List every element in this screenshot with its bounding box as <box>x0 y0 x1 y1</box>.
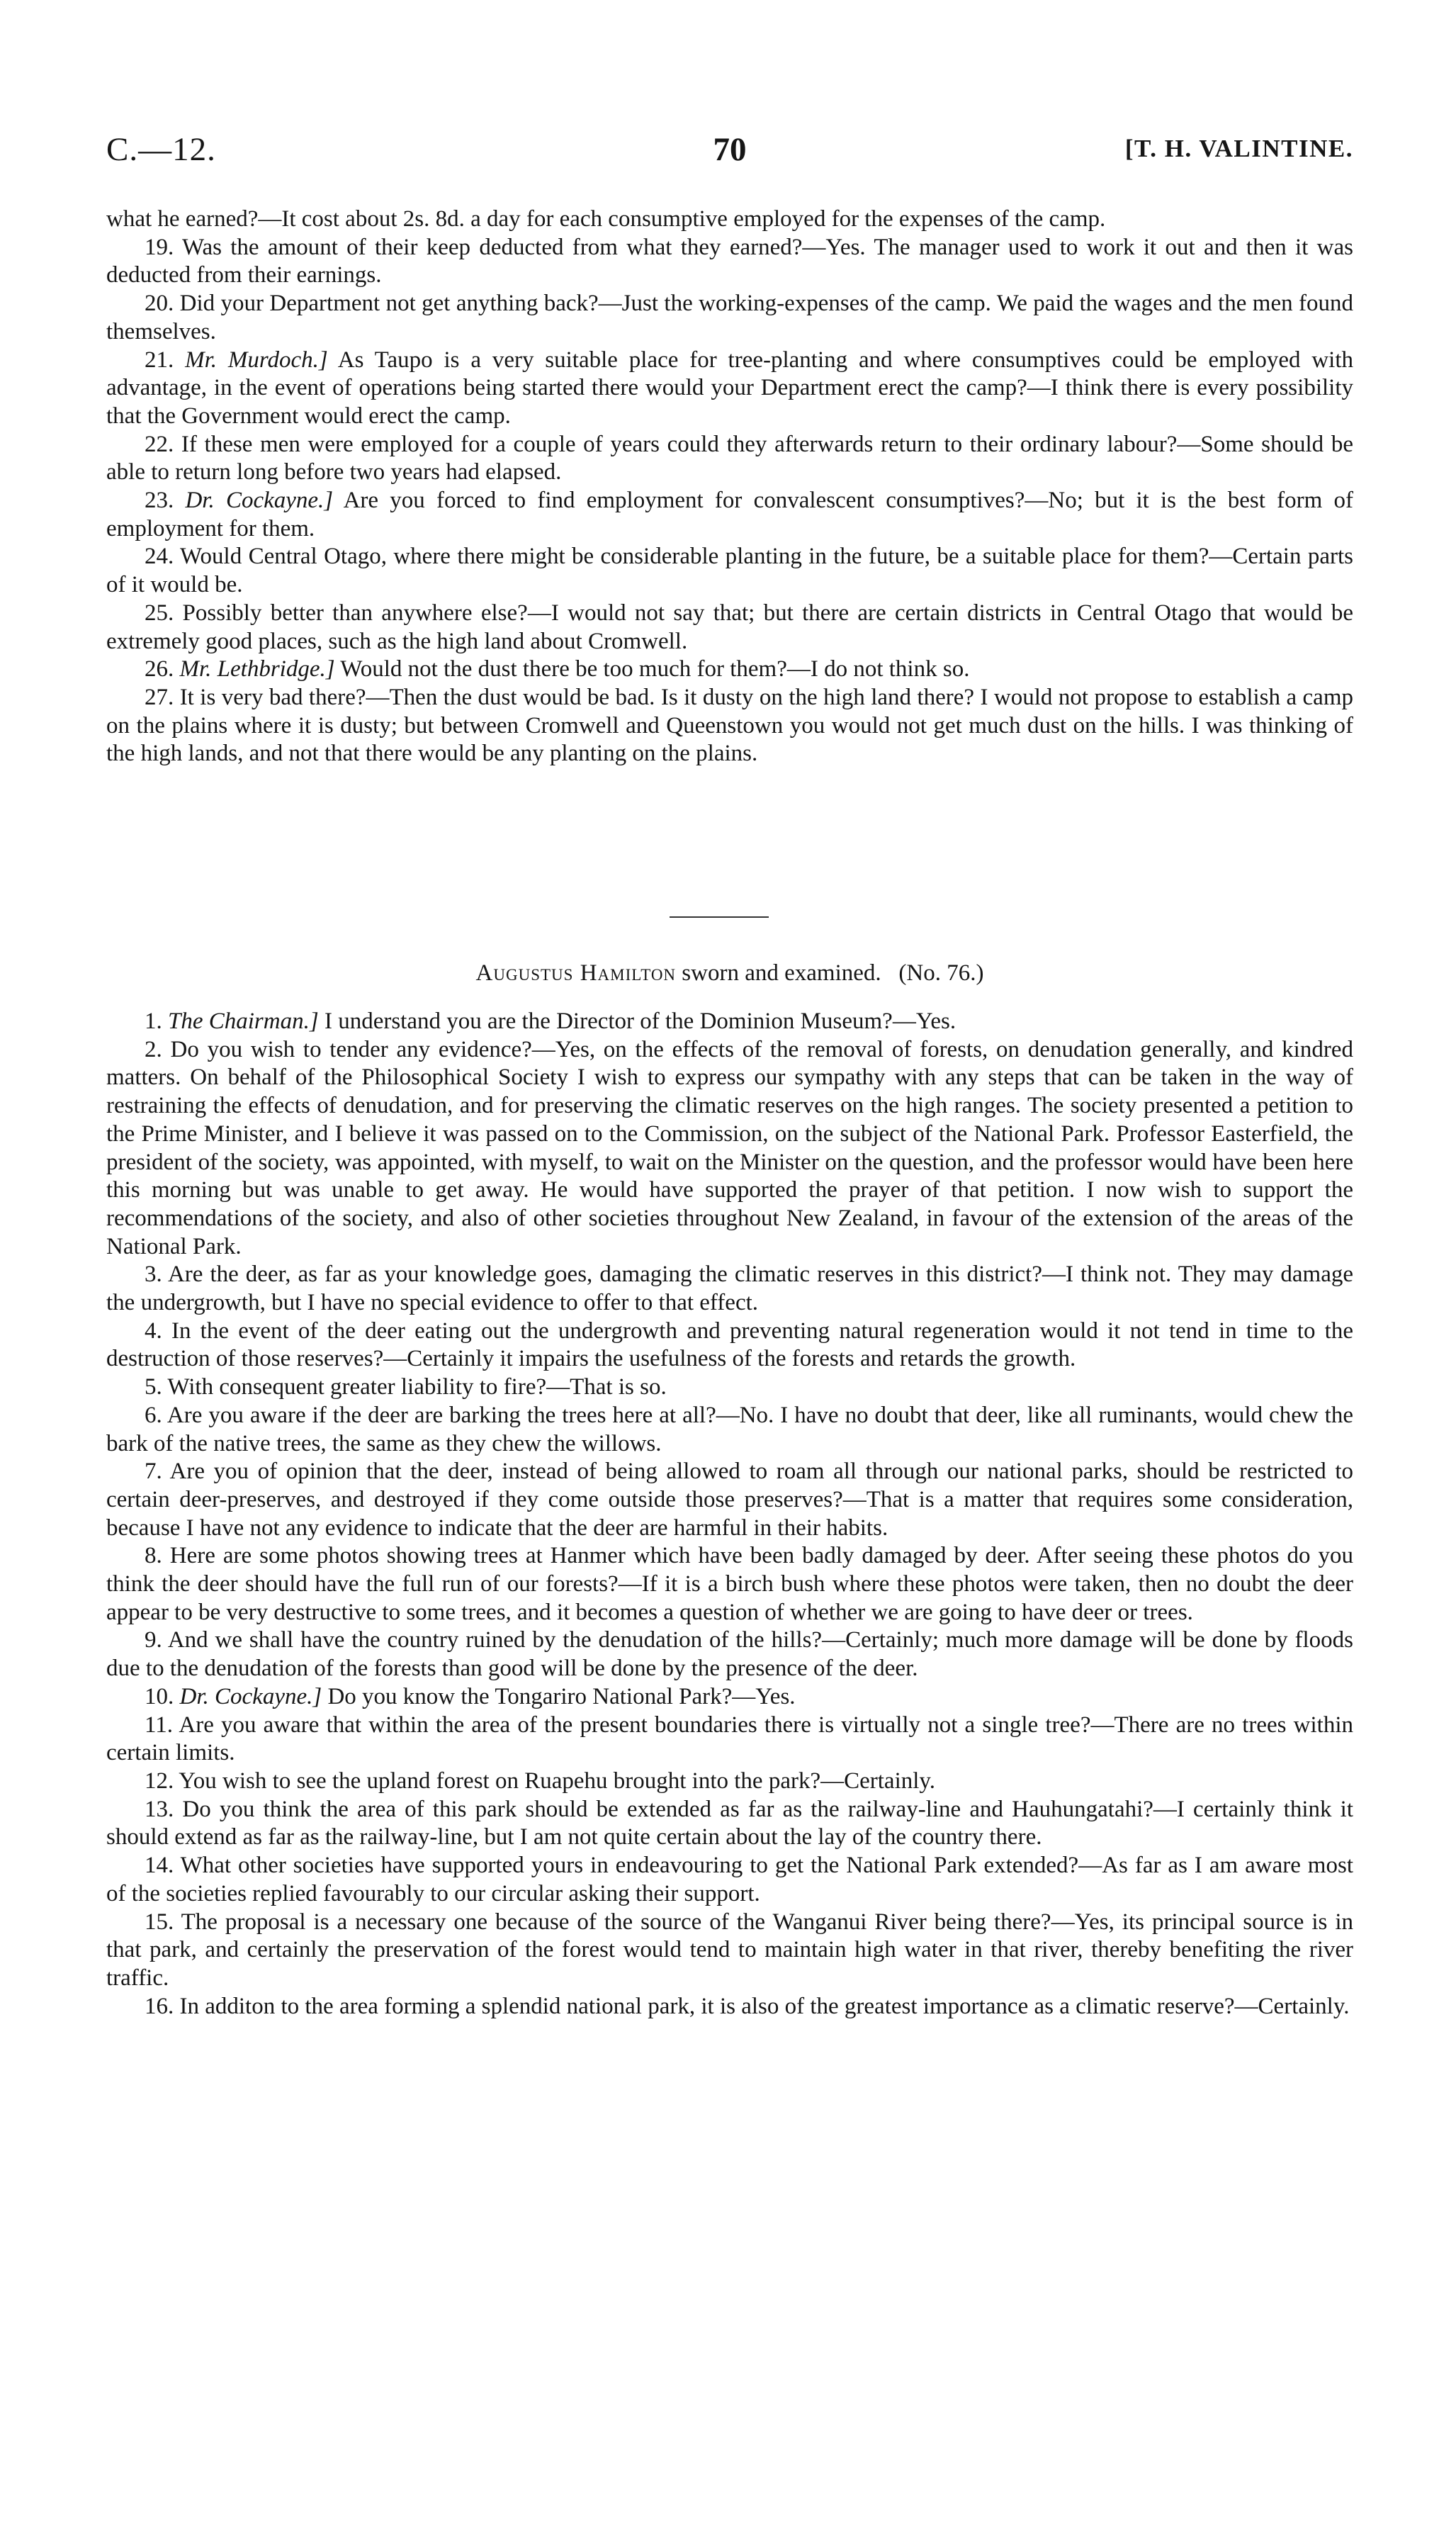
witness-number: (No. 76.) <box>898 960 984 986</box>
evidence-paragraph: 8. Here are some photos showing trees at Hanmer which have been badly damaged by deer. After seeing these photos do you think the deer should have the full run of our forests?—If it is a birch bush where these photos were taken, then no doubt the deer appear to be very destructive to some trees, and it becomes a question of whether we are going to have deer or trees. <box>106 1543 1353 1625</box>
speaker-name: Dr. Cockayne.] <box>185 488 334 514</box>
paragraph-text: Do you know the Tongariro National Park?—Yes. <box>327 1683 796 1709</box>
evidence-paragraph: 4. In the event of the deer eating out the undergrowth and preventing natural regeneration would it not tend in time to the destruction of those reserves?—Certainly it impairs the usefulness of the forests and retards the growth. <box>106 1318 1353 1372</box>
evidence-paragraph: 7. Are you of opinion that the deer, instead of being allowed to roam all through our national parks, should be restricted to certain deer-preserves, and destroyed if they come outside those preserves?—That is a matter that requires some consideration, because I have not any evidence to indicate that the deer are harmful in their habits. <box>106 1459 1353 1541</box>
evidence-paragraph <box>106 656 1353 684</box>
evidence-paragraph: 22. If these men were employed for a couple of years could they afterwards return to their ordinary labour?—Some should be able to return long before two years had elapsed. <box>106 431 1353 485</box>
paper-reference: C.—12. <box>106 131 216 168</box>
evidence-paragraph: 9. And we shall have the country ruined by the denudation of the hills?—Certainly; much more damage will be done by floods due to the denudation of the forests than good will be done by the presence of the deer. <box>106 1627 1353 1682</box>
evidence-paragraph <box>106 347 1353 431</box>
evidence-paragraph <box>106 1683 1353 1712</box>
paragraph-text: Are you forced to find employment for convalescent consumptives?—No; but it is the best form of employment for them. <box>106 488 1354 541</box>
evidence-paragraph: 16. In additon to the area forming a splendid national park, it is also of the greatest importance as a climatic reserve?—Certainly. <box>145 1993 1350 2019</box>
evidence-paragraph: 6. Are you aware if the deer are barking the trees here at all?—No. I have no doubt that deer, like all ruminants, would chew the bark of the native trees, the same as they chew the willows. <box>106 1402 1353 1456</box>
evidence-paragraph: 27. It is very bad there?—Then the dust would be bad. Is it dusty on the high land there? I would not propose to establish a camp on the plains where it is dusty; but between Cromwell and Queenstown you would not get much dust on the hills. I was thinking of the high lands, and not that there would be any planting on the plains. <box>106 684 1353 767</box>
section-divider <box>670 916 769 918</box>
question-number: 21. <box>145 347 174 373</box>
witness-heading <box>106 959 1353 987</box>
paragraph-text: As Taupo is a very suitable place for tree-planting and where consumptives could be employed with advantage, in the event of operations being started there would your Department erect the camp?—I think there is every possibility that the Government would erect the camp. <box>106 347 1354 429</box>
speaker-name: The Chairman.] <box>168 1009 319 1034</box>
evidence-paragraph: 19. Was the amount of their keep deducted from what they earned?—Yes. The manager used to work it out and then it was deducted from their earnings. <box>106 234 1353 288</box>
witness-header: [T. H. VALINTINE. <box>1124 135 1353 162</box>
evidence-paragraph <box>106 487 1353 543</box>
evidence-paragraph: 15. The proposal is a necessary one because of the source of the Wanganui River being there?—Yes, its principal source is in that park, and certainly the preservation of the forest would tend to maintain high water in that river, thereby benefiting the river traffic. <box>106 1909 1353 1991</box>
page-number: 70 <box>713 131 747 168</box>
paragraph-text: I understand you are the Director of the Dominion Museum?—Yes. <box>324 1009 956 1034</box>
witness-name: Augustus Hamilton <box>475 960 677 986</box>
heading-text: sworn and examined. <box>682 960 881 986</box>
page-header <box>106 130 1353 176</box>
evidence-paragraph: 12. You wish to see the upland forest on Ruapehu brought into the park?—Certainly. <box>145 1768 936 1794</box>
question-number: 10. <box>145 1683 174 1709</box>
speaker-name: Mr. Murdoch.] <box>185 347 328 373</box>
evidence-block-two <box>106 1008 1353 2021</box>
evidence-paragraph: 24. Would Central Otago, where there might be considerable planting in the future, be a suitable place for them?—Certain parts of it would be. <box>106 544 1353 598</box>
paragraph-text: Would not the dust there be too much for them?—I do not think so. <box>340 656 970 682</box>
question-number: 1. <box>145 1009 162 1034</box>
evidence-paragraph: 3. Are the deer, as far as your knowledge goes, damaging the climatic reserves in this district?—I think not. They may damage the undergrowth, but I have no special evidence to offer to that effect. <box>106 1262 1353 1316</box>
evidence-paragraph: 2. Do you wish to tender any evidence?—Yes, on the effects of the removal of forests, on denudation generally, and kindred matters. On behalf of the Philosophical Society I wish to express our sympathy with any steps that can be taken in the way of restraining the effects of denudation, and for preserving the climatic reserves on the high ranges. The society presented a petition to the Prime Minister, and I believe it was passed on to the Commission, on the subject of the National Park. Professor Easterfield, the president of the society, was appointed, with myself, to wait on the Minister on the question, and the professor would have been here this morning but was unable to get away. He would have supported the prayer of that petition. I now wish to support the recommendations of the society, and also of other societies throughout New Zealand, in favour of the extension of the areas of the National Park. <box>106 1036 1353 1259</box>
evidence-paragraph: 25. Possibly better than anywhere else?—I would not say that; but there are certain districts in Central Otago that would be extremely good places, such as the high land about Cromwell. <box>106 600 1353 654</box>
evidence-paragraph: 13. Do you think the area of this park should be extended as far as the railway-line and Hauhungatahi?—I certainly think it should extend as far as the railway-line, but I am not quite certain about the lay of the country there. <box>106 1796 1353 1850</box>
evidence-paragraph: 14. What other societies have supported yours in endeavouring to get the National Park extended?—As far as I am aware most of the societies replied favourably to our circular asking their support. <box>106 1853 1353 1906</box>
evidence-paragraph: what he earned?—It cost about 2s. 8d. a day for each consumptive employed for the expenses of the camp. <box>106 206 1106 232</box>
question-number: 26. <box>145 656 174 682</box>
speaker-name: Mr. Lethbridge.] <box>179 656 335 682</box>
evidence-paragraph <box>106 1008 1353 1036</box>
evidence-paragraph: 20. Did your Department not get anything back?—Just the working-expenses of the camp. We paid the wages and the men found themselves. <box>106 291 1353 344</box>
evidence-paragraph: 11. Are you aware that within the area of the present boundaries there is virtually not a single tree?—There are no trees within certain limits. <box>106 1712 1353 1766</box>
question-number: 23. <box>145 488 174 514</box>
speaker-name: Dr. Cockayne.] <box>179 1683 322 1709</box>
evidence-block-one <box>106 206 1353 768</box>
evidence-paragraph: 5. With consequent greater liability to fire?—That is so. <box>145 1374 667 1400</box>
